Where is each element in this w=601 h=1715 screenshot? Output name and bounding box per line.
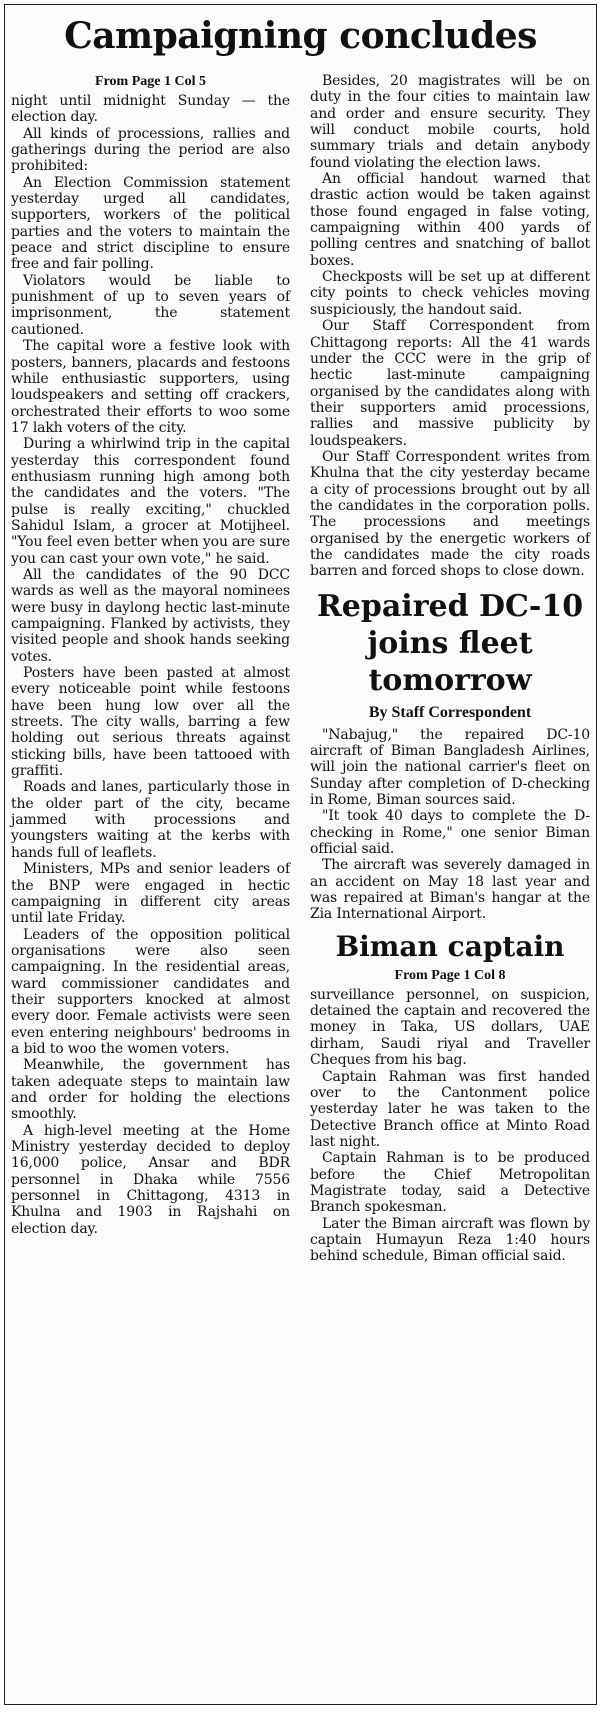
paragraph: During a whirlwind trip in the capital yesterday this correspondent found enthusiasm running high among both the candidates and the voters. "The pulse is really exciting," chuckled Sahidul Islam, a grocer at Motijheel. "You feel even better when you are sure you can cast your own vote," he said.: [11, 436, 290, 567]
paragraph: Checkposts will be set up at different city points to check vehicles moving suspiciously, the handout said.: [310, 269, 590, 318]
paragraph: Roads and lanes, particularly those in the older part of the city, became jammed with processions and youngsters waiting at the kerbs with hands full of leaflets.: [11, 779, 290, 861]
article-columns: [5, 73, 596, 1265]
dc10-byline: By Staff Correspondent: [368, 703, 532, 721]
paragraph: The capital wore a festive look with posters, banners, placards and festoons while enthusiastic supporters, using loudspeakers and setting off crackers, orchestrated their efforts to woo some 17 lakh voters of the city.: [11, 338, 290, 436]
paragraph: Ministers, MPs and senior leaders of the BNP were engaged in hectic campaigning in different city areas until late Friday.: [11, 861, 290, 927]
paragraph: An Election Commission statement yesterday urged all candidates, supporters, workers of the political parties and the voters to maintain the peace and strict discipline to ensure free and fair polling.: [11, 174, 290, 273]
paragraph: Our Staff Correspondent from Chittagong reports: All the 41 wards under the CCC were in the grip of hectic last-minute campaigning organised by the candidates along with their supporters amid processions, rallies and massive publicity by loudspeakers.: [310, 318, 590, 449]
paragraph: Our Staff Correspondent writes from Khulna that the city yesterday became a city of processions brought out by all the candidates in the corporation polls. The processions and meetings organised by the energetic workers of the candidates made the city roads barren and forced shops to close down.: [310, 448, 590, 580]
paragraph: surveillance personnel, on suspicion, detained the captain and recovered the money in Taka, US dollars, UAE dirham, Saudi riyal and Traveller Cheques from his bag.: [310, 986, 590, 1069]
paragraph: Besides, 20 magistrates will be on duty in the four cities to maintain law and order and ensure security. They will conduct mobile courts, hold summary trials and detain anybody found violating the election laws.: [310, 73, 590, 171]
paragraph: Leaders of the opposition political organisations were also seen campaigning. In the residential areas, ward commissioner candidates and their supporters knocked at almost every door. Female activists were seen even entering neighbours' bedrooms in a bid to woo the women voters.: [11, 926, 290, 1057]
paragraph: night until midnight Sunday — the election day.: [11, 93, 290, 126]
paragraph: Captain Rahman is to be produced before the Chief Metropolitan Magistrate today, said a Detective Branch spokesman.: [310, 1150, 590, 1216]
paragraph: "It took 40 days to complete the D-checking in Rome," one senior Biman official said.: [310, 808, 590, 858]
paragraph: Violators would be liable to punishment of up to seven years of imprisonment, the statement cautioned.: [11, 272, 290, 338]
paragraph: Captain Rahman was first handed over to the Cantonment police yesterday later he was taken to the Detective Branch office at Minto Road last night.: [310, 1068, 590, 1150]
captain-headline: Biman captain: [335, 929, 565, 963]
paragraph: Meanwhile, the government has taken adequate steps to maintain law and order for holding the elections smoothly.: [11, 1057, 290, 1123]
paragraph: An official handout warned that drastic action would be taken against those found engaged in false voting, campaigning within 400 yards of polling centres and snatching of ballot boxes.: [310, 171, 590, 269]
column-left: [11, 73, 300, 1265]
newspaper-clipping: [4, 4, 597, 1705]
jump-line: From Page 1 Col 5: [95, 74, 206, 89]
column-right: [300, 73, 590, 1265]
paragraph: All the candidates of the 90 DCC wards as well as the mayoral nominees were busy in daylong hectic last-minute campaigning. Flanked by activists, they visited people and shook hands seeking votes.: [11, 566, 290, 665]
paragraph: Later the Biman aircraft was flown by captain Humayun Reza 1:40 hours behind schedule, Biman official said.: [310, 1215, 590, 1265]
captain-jump-line: From Page 1 Col 8: [394, 967, 506, 983]
dc10-headline: Repaired DC-10 joins fleet tomorrow: [316, 588, 584, 698]
paragraph: All kinds of processions, rallies and gatherings during the period are also prohibited:: [11, 125, 290, 175]
paragraph: Posters have been pasted at almost every noticeable point while festoons have been hung low over all the streets. The city walls, barring a few holding out serious threats against sticking bills, have been tattooed with graffiti.: [11, 665, 290, 780]
main-headline: Campaigning concludes: [64, 15, 537, 57]
paragraph: A high-level meeting at the Home Ministry yesterday decided to deploy 16,000 police, Ansar and BDR personnel in Dhaka while 7556 personnel in Chittagong, 4313 in Khulna and 1903 in Rajshahi on election day.: [11, 1122, 290, 1237]
paragraph: The aircraft was severely damaged in an accident on May 18 last year and was repaired at Biman's hangar at the Zia International Airport.: [310, 857, 590, 923]
paragraph: "Nabajug," the repaired DC-10 aircraft of Biman Bangladesh Airlines, will join the national carrier's fleet on Sunday after completion of D-checking in Rome, Biman sources said.: [310, 726, 590, 809]
